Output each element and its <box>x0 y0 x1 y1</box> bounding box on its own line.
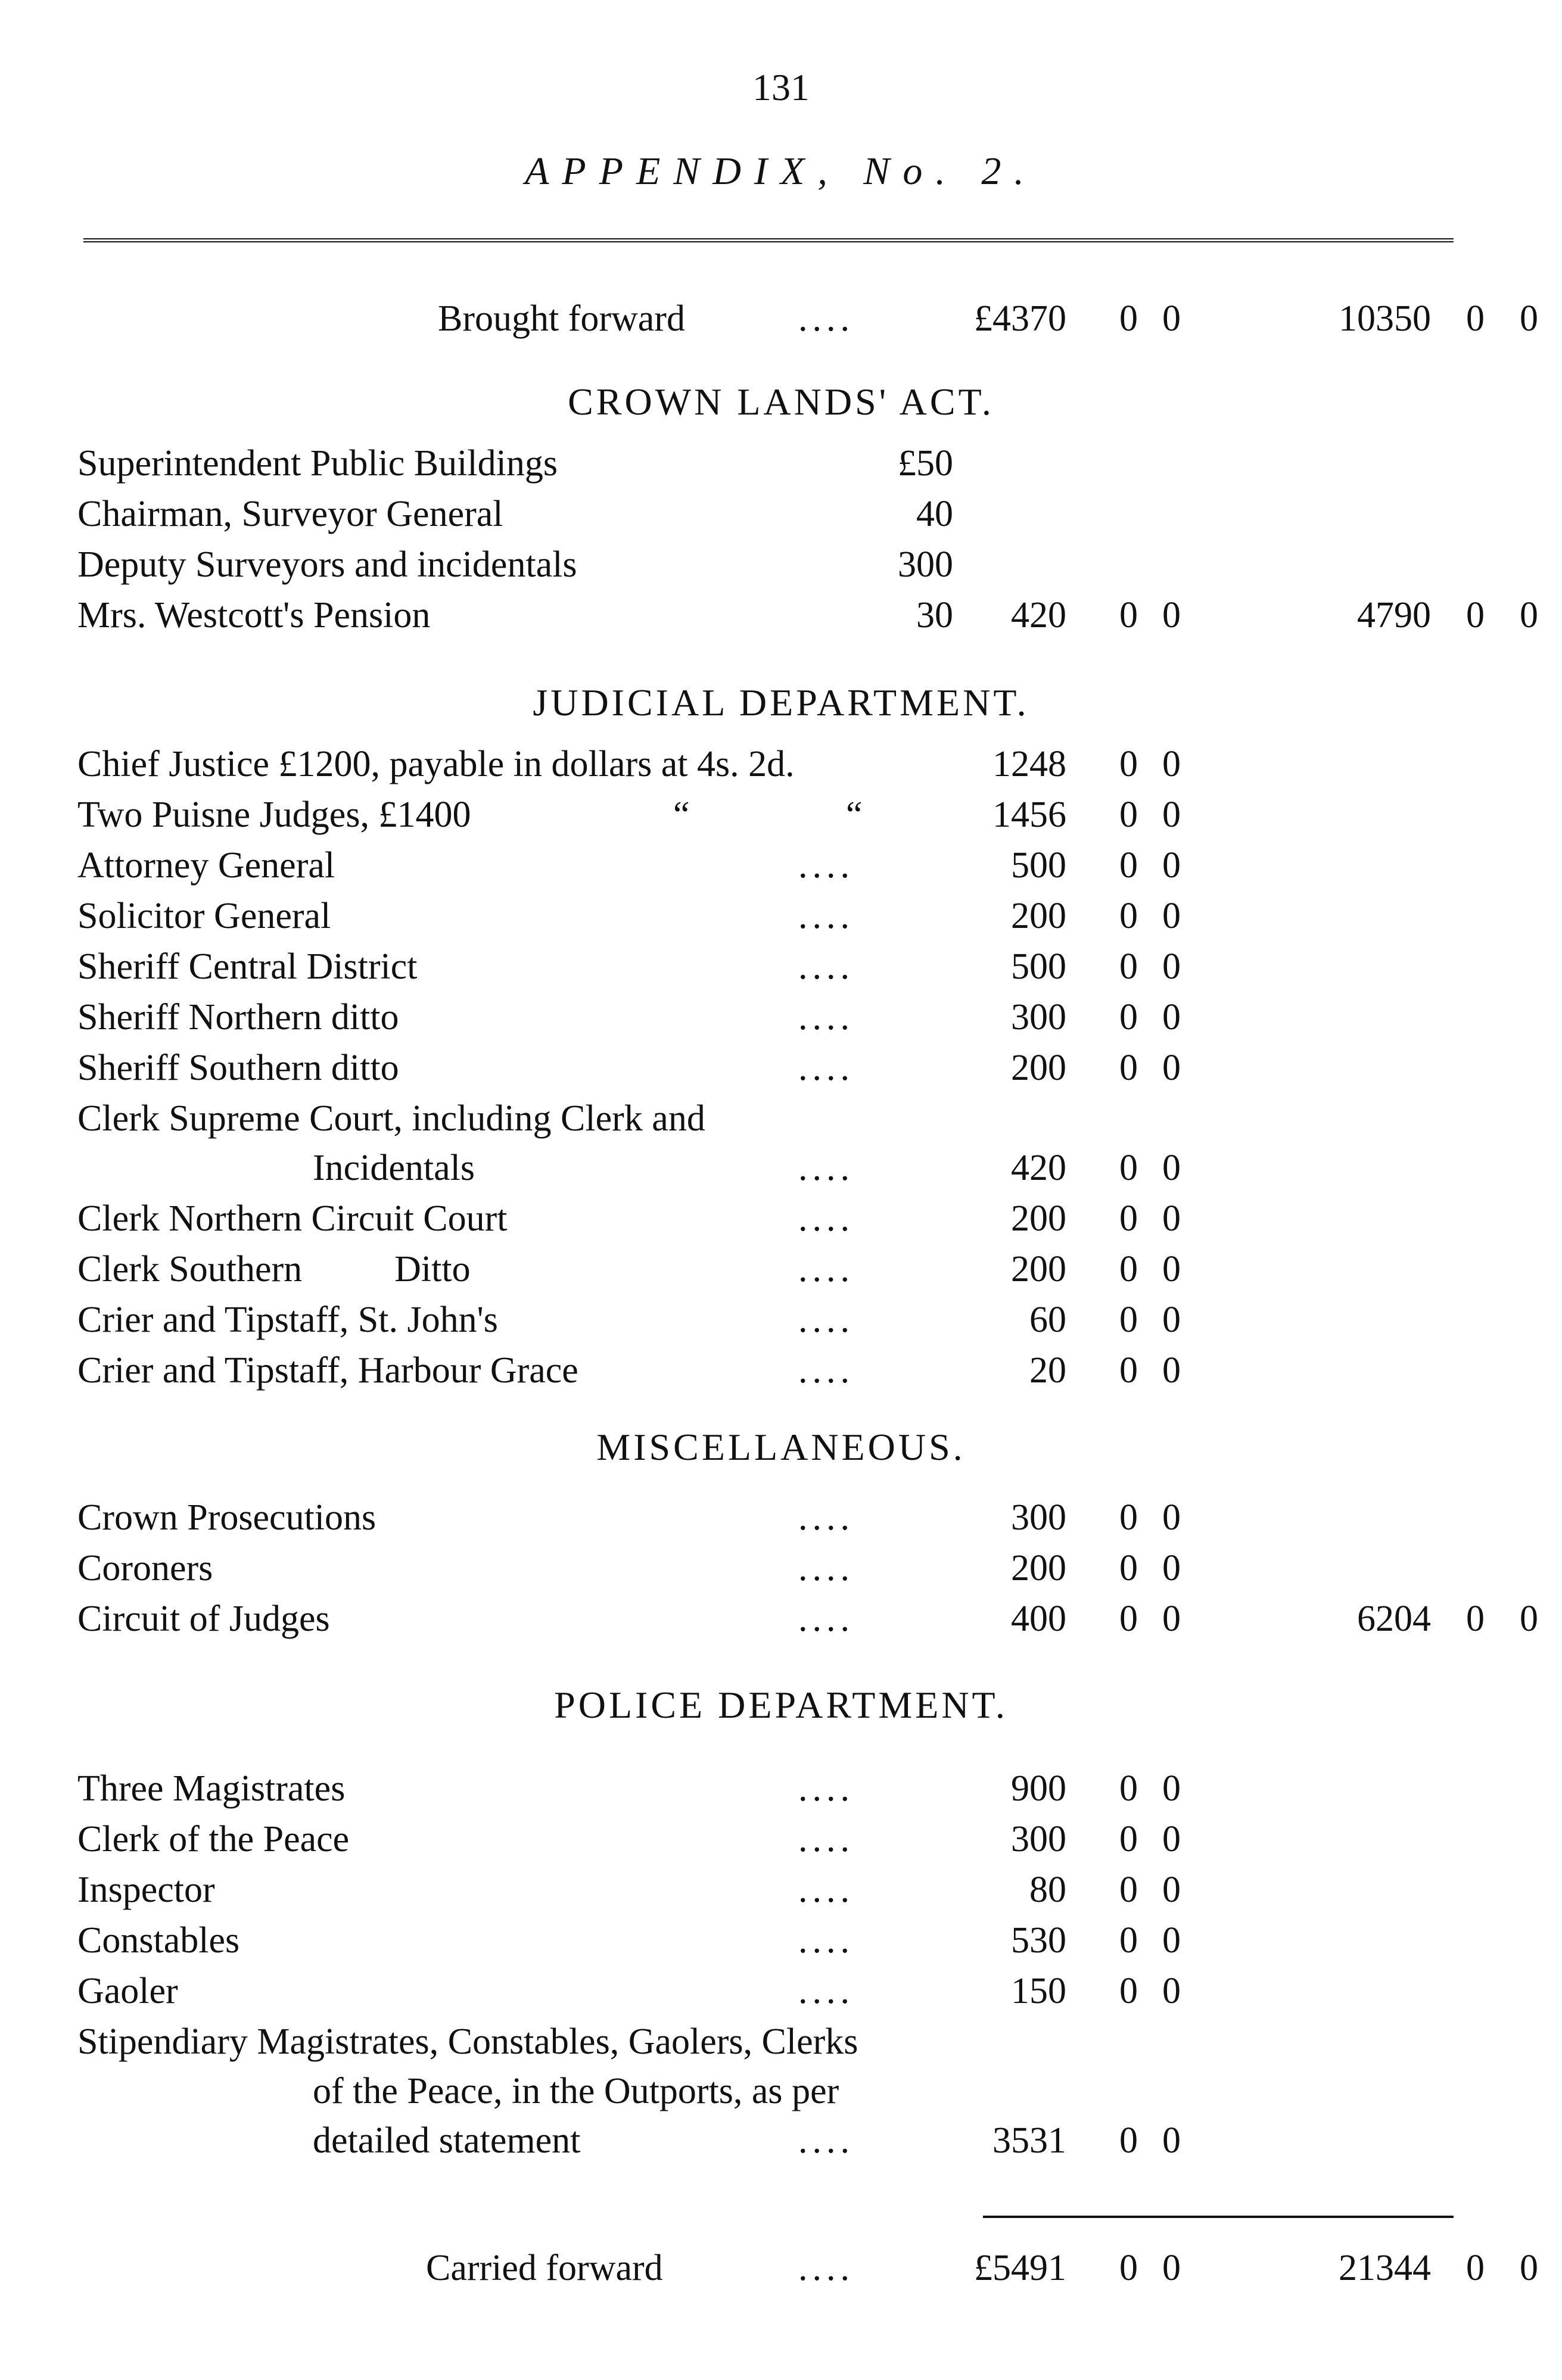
list-item <box>0 1763 1562 1814</box>
judicial-misc-total-shillings: 0 <box>1466 1599 1485 1639</box>
page-title: APPENDIX, No. 2. <box>525 149 1037 193</box>
leader-dots: .... <box>798 1148 854 1188</box>
item-shillings: 0 <box>1119 1350 1138 1391</box>
list-item <box>0 789 1562 840</box>
brought-forward-total-shillings: 0 <box>1466 298 1485 339</box>
brought-forward-total: 10350 <box>1339 298 1431 339</box>
item-shillings: 0 <box>1119 1920 1138 1961</box>
list-item <box>0 1492 1562 1543</box>
item-pence: 0 <box>1162 896 1181 936</box>
brought-forward-amount: £4370 <box>974 298 1066 339</box>
leader-dots: .... <box>798 1548 854 1588</box>
list-item <box>0 890 1562 942</box>
header-rule <box>83 238 1454 242</box>
item-amount: 300 <box>1011 1497 1066 1538</box>
carried-forward-shillings: 0 <box>1119 2248 1138 2288</box>
crown-lands-total-pence: 0 <box>1520 595 1538 636</box>
item-pence: 0 <box>1162 1548 1181 1588</box>
item-amount: 200 <box>1011 896 1066 936</box>
item-amount: 400 <box>1011 1599 1066 1639</box>
list-item <box>0 1345 1562 1396</box>
item-shillings: 0 <box>1119 1971 1138 2011</box>
item-amount: 500 <box>1011 946 1066 987</box>
item-shillings: 0 <box>1119 1768 1138 1809</box>
judicial-misc-total: 6204 <box>1357 1599 1431 1639</box>
item-amount: 150 <box>1011 1971 1066 2011</box>
crown-lands-subtotal-pence: 0 <box>1162 595 1181 636</box>
brought-forward-shillings: 0 <box>1119 298 1138 339</box>
item-pence: 0 <box>1162 1048 1181 1088</box>
leader-dots: .... <box>798 997 854 1038</box>
item-label: Sheriff Central District <box>77 946 418 987</box>
item-label: Clerk of the Peace <box>77 1819 350 1859</box>
list-item <box>0 1042 1562 1094</box>
leader-dots: .... <box>798 1048 854 1088</box>
item-label: Crier and Tipstaff, Harbour Grace <box>77 1350 578 1391</box>
item-pence: 0 <box>1162 1599 1181 1639</box>
item-amount: 20 <box>1029 1350 1066 1391</box>
item-pence: 0 <box>1162 1920 1181 1961</box>
list-item <box>0 1814 1562 1865</box>
item-label: Superintendent Public Buildings <box>77 443 558 484</box>
crown-lands-subtotal: 420 <box>1011 595 1066 636</box>
carried-forward-pence: 0 <box>1162 2248 1181 2288</box>
brought-forward-row <box>0 293 1562 344</box>
item-label: Three Magistrates <box>77 1768 346 1809</box>
item-pence: 0 <box>1162 1768 1181 1809</box>
item-shillings: 0 <box>1119 1497 1138 1538</box>
leader-dots: .... <box>798 298 854 339</box>
item-shillings: 0 <box>1119 997 1138 1038</box>
list-item <box>0 1142 1562 1194</box>
item-amount: 200 <box>1011 1198 1066 1239</box>
item-amount: 900 <box>1011 1768 1066 1809</box>
item-amount: 420 <box>1011 1148 1066 1188</box>
leader-dots: .... <box>798 1819 854 1859</box>
item-amount: 1456 <box>992 795 1066 835</box>
item-amount: 530 <box>1011 1920 1066 1961</box>
list-item <box>0 1244 1562 1295</box>
item-shillings: 0 <box>1119 2120 1138 2161</box>
list-item <box>0 1965 1562 2017</box>
leader-dots: .... <box>798 1198 854 1239</box>
item-pence: 0 <box>1162 1249 1181 1289</box>
leader-dots: .... <box>798 1768 854 1809</box>
item-amount: 60 <box>1029 1300 1066 1340</box>
carried-forward-label: Carried forward <box>426 2248 663 2288</box>
brought-forward-pence: 0 <box>1162 298 1181 339</box>
item-label: Chairman, Surveyor General <box>77 494 503 534</box>
crown-lands-total-shillings: 0 <box>1466 595 1485 636</box>
item-label: Crier and Tipstaff, St. John's <box>77 1300 498 1340</box>
item-shillings: 0 <box>1119 795 1138 835</box>
item-pence: 0 <box>1162 1198 1181 1239</box>
item-shillings: 0 <box>1119 1300 1138 1340</box>
carried-forward-total: 21344 <box>1339 2248 1431 2288</box>
item-label: Sheriff Southern ditto <box>77 1048 399 1088</box>
list-item <box>0 590 1562 641</box>
section-heading-crown-lands: CROWN LANDS' ACT. <box>568 381 994 423</box>
item-pence: 0 <box>1162 1819 1181 1859</box>
item-pence: 0 <box>1162 997 1181 1038</box>
item-shillings: 0 <box>1119 1819 1138 1859</box>
item-shillings: 0 <box>1119 845 1138 886</box>
item-pence: 0 <box>1162 1148 1181 1188</box>
item-label: Deputy Surveyors and incidentals <box>77 544 577 585</box>
item-amount: 300 <box>1011 1819 1066 1859</box>
item-label: Gaoler <box>77 1971 178 2011</box>
item-label: Chief Justice £1200, payable in dollars at 4s. 2d. <box>77 744 795 784</box>
item-shillings: 0 <box>1119 1599 1138 1639</box>
leader-dots: .... <box>798 1870 854 1910</box>
item-amount: 40 <box>916 494 953 534</box>
item-label: Clerk Supreme Court, including Clerk and <box>77 1098 705 1139</box>
item-amount: £50 <box>898 443 953 484</box>
crown-lands-subtotal-shillings: 0 <box>1119 595 1138 636</box>
item-amount: 300 <box>898 544 953 585</box>
item-label: Stipendiary Magistrates, Constables, Gaolers, Clerks <box>77 2021 858 2062</box>
item-label: Constables <box>77 1920 240 1961</box>
sum-rule <box>983 2216 1454 2218</box>
item-shillings: 0 <box>1119 896 1138 936</box>
item-label-continued: detailed statement <box>313 2120 581 2161</box>
item-label: Crown Prosecutions <box>77 1497 377 1538</box>
item-amount: 200 <box>1011 1048 1066 1088</box>
leader-dots: .... <box>798 896 854 936</box>
item-pence: 0 <box>1162 1350 1181 1391</box>
item-shillings: 0 <box>1119 1048 1138 1088</box>
list-item <box>0 2066 1562 2117</box>
leader-dots: .... <box>798 946 854 987</box>
item-pence: 0 <box>1162 2120 1181 2161</box>
item-pence: 0 <box>1162 946 1181 987</box>
brought-forward-total-pence: 0 <box>1520 298 1538 339</box>
item-shillings: 0 <box>1119 744 1138 784</box>
item-shillings: 0 <box>1119 1198 1138 1239</box>
item-label: Sheriff Northern ditto <box>77 997 399 1038</box>
list-item <box>0 739 1562 790</box>
item-label: Clerk Southern Ditto <box>77 1249 471 1289</box>
item-amount: 200 <box>1011 1548 1066 1588</box>
item-label: Two Puisne Judges, £1400 <box>77 795 471 835</box>
carried-forward-total-pence: 0 <box>1520 2248 1538 2288</box>
crown-lands-total: 4790 <box>1357 595 1431 636</box>
leader-dots: .... <box>798 1971 854 2011</box>
item-pence: 0 <box>1162 1870 1181 1910</box>
list-item <box>0 1294 1562 1345</box>
item-label: Coroners <box>77 1548 213 1588</box>
item-label: Circuit of Judges <box>77 1599 330 1639</box>
item-shillings: 0 <box>1119 1870 1138 1910</box>
list-item <box>0 1093 1562 1144</box>
item-pence: 0 <box>1162 795 1181 835</box>
item-amount: 300 <box>1011 997 1066 1038</box>
judicial-misc-total-pence: 0 <box>1520 1599 1538 1639</box>
list-item <box>0 2016 1562 2067</box>
item-pence: 0 <box>1162 1497 1181 1538</box>
item-amount: 1248 <box>992 744 1066 784</box>
list-item <box>0 2115 1562 2166</box>
list-item <box>0 1593 1562 1644</box>
list-item <box>0 992 1562 1043</box>
item-amount: 500 <box>1011 845 1066 886</box>
item-amount: 3531 <box>992 2120 1066 2161</box>
list-item <box>0 941 1562 992</box>
list-item <box>0 840 1562 891</box>
item-label: Clerk Northern Circuit Court <box>77 1198 508 1239</box>
carried-forward-row <box>0 2242 1562 2294</box>
item-pence: 0 <box>1162 845 1181 886</box>
leader-dots: .... <box>798 1599 854 1639</box>
section-heading-miscellaneous: MISCELLANEOUS. <box>596 1426 966 1468</box>
leader-dots: .... <box>798 2120 854 2161</box>
section-heading-police: POLICE DEPARTMENT. <box>554 1684 1008 1726</box>
ditto-mark: “ <box>673 795 690 835</box>
item-amount: 80 <box>1029 1870 1066 1910</box>
carried-forward-amount: £5491 <box>974 2248 1066 2288</box>
list-item <box>0 1864 1562 1915</box>
section-heading-judicial: JUDICIAL DEPARTMENT. <box>533 681 1029 724</box>
item-shillings: 0 <box>1119 1548 1138 1588</box>
item-pence: 0 <box>1162 744 1181 784</box>
ditto-mark: “ <box>846 795 863 835</box>
item-pence: 0 <box>1162 1300 1181 1340</box>
list-item <box>0 1543 1562 1594</box>
leader-dots: .... <box>798 1249 854 1289</box>
leader-dots: .... <box>798 1300 854 1340</box>
item-label: Inspector <box>77 1870 215 1910</box>
page-number: 131 <box>752 66 810 108</box>
leader-dots: .... <box>798 1497 854 1538</box>
item-pence: 0 <box>1162 1971 1181 2011</box>
item-shillings: 0 <box>1119 1148 1138 1188</box>
leader-dots: .... <box>798 845 854 886</box>
item-label-continued: of the Peace, in the Outports, as per <box>313 2071 839 2111</box>
leader-dots: .... <box>798 1920 854 1961</box>
brought-forward-label: Brought forward <box>438 298 685 339</box>
item-amount: 200 <box>1011 1249 1066 1289</box>
item-label-continued: Incidentals <box>313 1148 475 1188</box>
list-item <box>0 1915 1562 1966</box>
item-shillings: 0 <box>1119 946 1138 987</box>
item-amount: 30 <box>916 595 953 636</box>
leader-dots: .... <box>798 1350 854 1391</box>
list-item <box>0 539 1562 590</box>
carried-forward-total-shillings: 0 <box>1466 2248 1485 2288</box>
list-item <box>0 488 1562 540</box>
item-label: Mrs. Westcott's Pension <box>77 595 431 636</box>
item-label: Attorney General <box>77 845 335 886</box>
list-item <box>0 1193 1562 1244</box>
list-item <box>0 438 1562 489</box>
item-label: Solicitor General <box>77 896 331 936</box>
leader-dots: .... <box>798 2248 854 2288</box>
item-shillings: 0 <box>1119 1249 1138 1289</box>
